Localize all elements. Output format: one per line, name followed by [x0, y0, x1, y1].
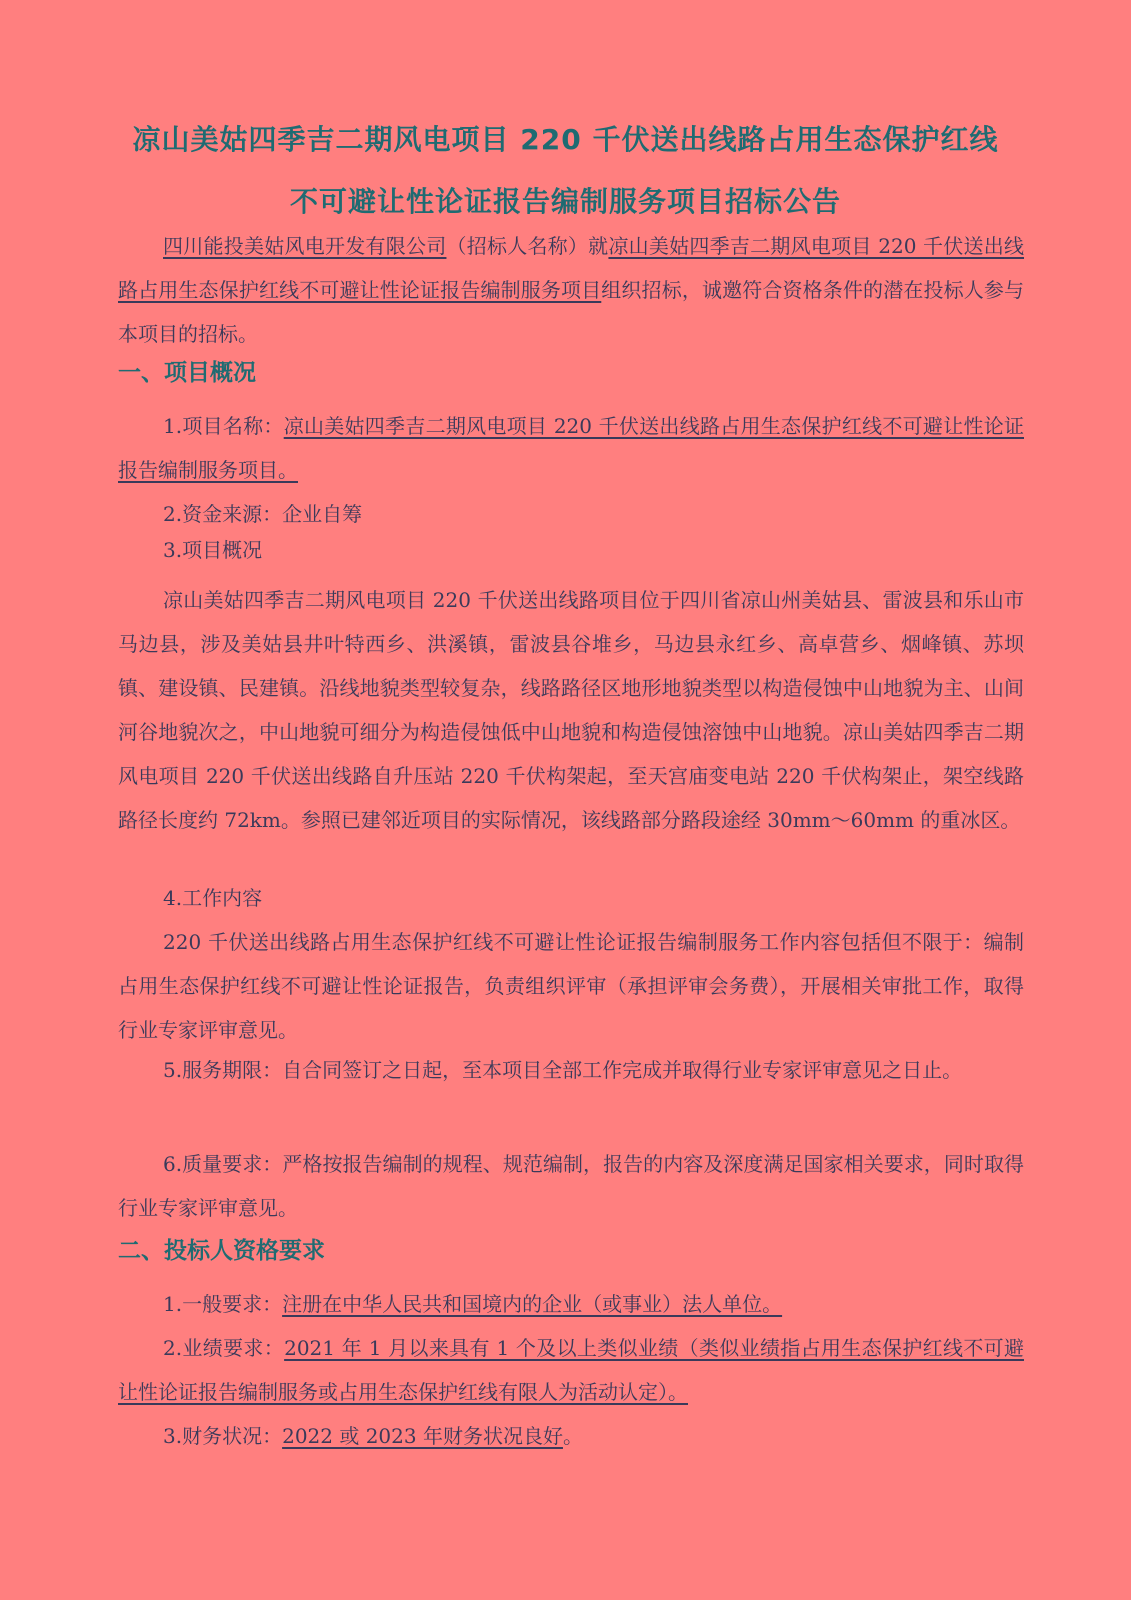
item1-value: 凉山美姑四季吉二期风电项目 220 千伏送出线路占用生态保护红线不可避让性论证报告编制服务项目。 — [118, 414, 1024, 482]
intro-rest: 组织招标，诚邀符合资格条件的潜在投标人参与本项目的招标。 — [118, 278, 1025, 346]
item-funding: 2.资金来源：企业自筹 — [163, 502, 363, 526]
document-title-line2: 不可避让性论证报告编制服务项目招标公告 — [289, 185, 841, 218]
project-name-link: 凉山美姑四季吉二期风电项目 220 千伏送出线路占用生态保护红线不可避让性论证报告编制服务项目 — [118, 234, 1025, 302]
overview-paragraph: 凉山美姑四季吉二期风电项目 220 千伏送出线路项目位于四川省凉山州美姑县、雷波县和乐山市马边县，涉及美姑县井叶特西乡、洪溪镇，雷波县谷堆乡，马边县永红乡、高卓营乡、烟峰镇、苏坝镇、建设镇、民建镇。沿线地貌类型较复杂，线路路径区地形地貌类型以构造侵蚀中山地貌为主、山间河谷地貌次之，中山地貌可细分为构造侵蚀低中山地貌和构造侵蚀溶蚀中山地貌。凉山美姑四季吉二期风电项目 220 千伏送出线路自升压站 220 千伏构架起，至天宫庙变电站 220 千伏构架止，架空线路路径长度约 72km。参照已建邻近项目的实际情况，该线路部分路段途经 30mm～60mm 的重冰区。 — [118, 588, 1024, 832]
req1-value: 注册在中华人民共和国境内的企业（或事业）法人单位。 — [282, 1292, 783, 1316]
document-title-line1: 凉山美姑四季吉二期风电项目 220 千伏送出线路占用生态保护红线 — [132, 123, 999, 156]
req-financial — [118, 1414, 1024, 1458]
item-project-name — [118, 404, 1024, 492]
tenderer-name: 四川能投美姑风电开发有限公司 — [163, 234, 447, 258]
section1-heading: 一、项目概况 — [118, 360, 256, 386]
item1-label: 1.项目名称： — [163, 414, 284, 438]
work-paragraph: 220 千伏送出线路占用生态保护红线不可避让性论证报告编制服务工作内容包括但不限于：编制占用生态保护红线不可避让性论证报告，负责组织评审（承担评审会务费），开展相关审批工作，取得行业专家评审意见。 — [118, 930, 1024, 1042]
req3-value: 2022 或 2023 年财务状况良好 — [282, 1424, 563, 1448]
item-overview-label: 3.项目概况 — [163, 538, 263, 562]
req-general — [118, 1282, 1024, 1326]
item-work-label: 4.工作内容 — [163, 886, 263, 910]
intro-paragraph — [118, 224, 1024, 356]
req2-label: 2.业绩要求： — [163, 1336, 285, 1360]
req1-label: 1.一般要求： — [163, 1292, 283, 1316]
item-service-period: 5.服务期限：自合同签订之日起，至本项目全部工作完成并取得行业专家评审意见之日止。 — [163, 1058, 963, 1082]
tenderer-note: （招标人名称）就 — [446, 234, 609, 258]
section2-heading: 二、投标人资格要求 — [118, 1238, 325, 1264]
req2-value: 2021 年 1 月以来具有 1 个及以上类似业绩（类似业绩指占用生态保护红线不可避让性论证报告编制服务或占用生态保护红线有限人为活动认定）。 — [118, 1336, 1024, 1404]
req-performance — [118, 1326, 1024, 1414]
item-quality: 6.质量要求：严格按报告编制的规程、规范编制，报告的内容及深度满足国家相关要求，同时取得行业专家评审意见。 — [118, 1152, 1024, 1220]
req3-label: 3.财务状况： — [163, 1424, 283, 1448]
req3-end: 。 — [562, 1424, 583, 1448]
